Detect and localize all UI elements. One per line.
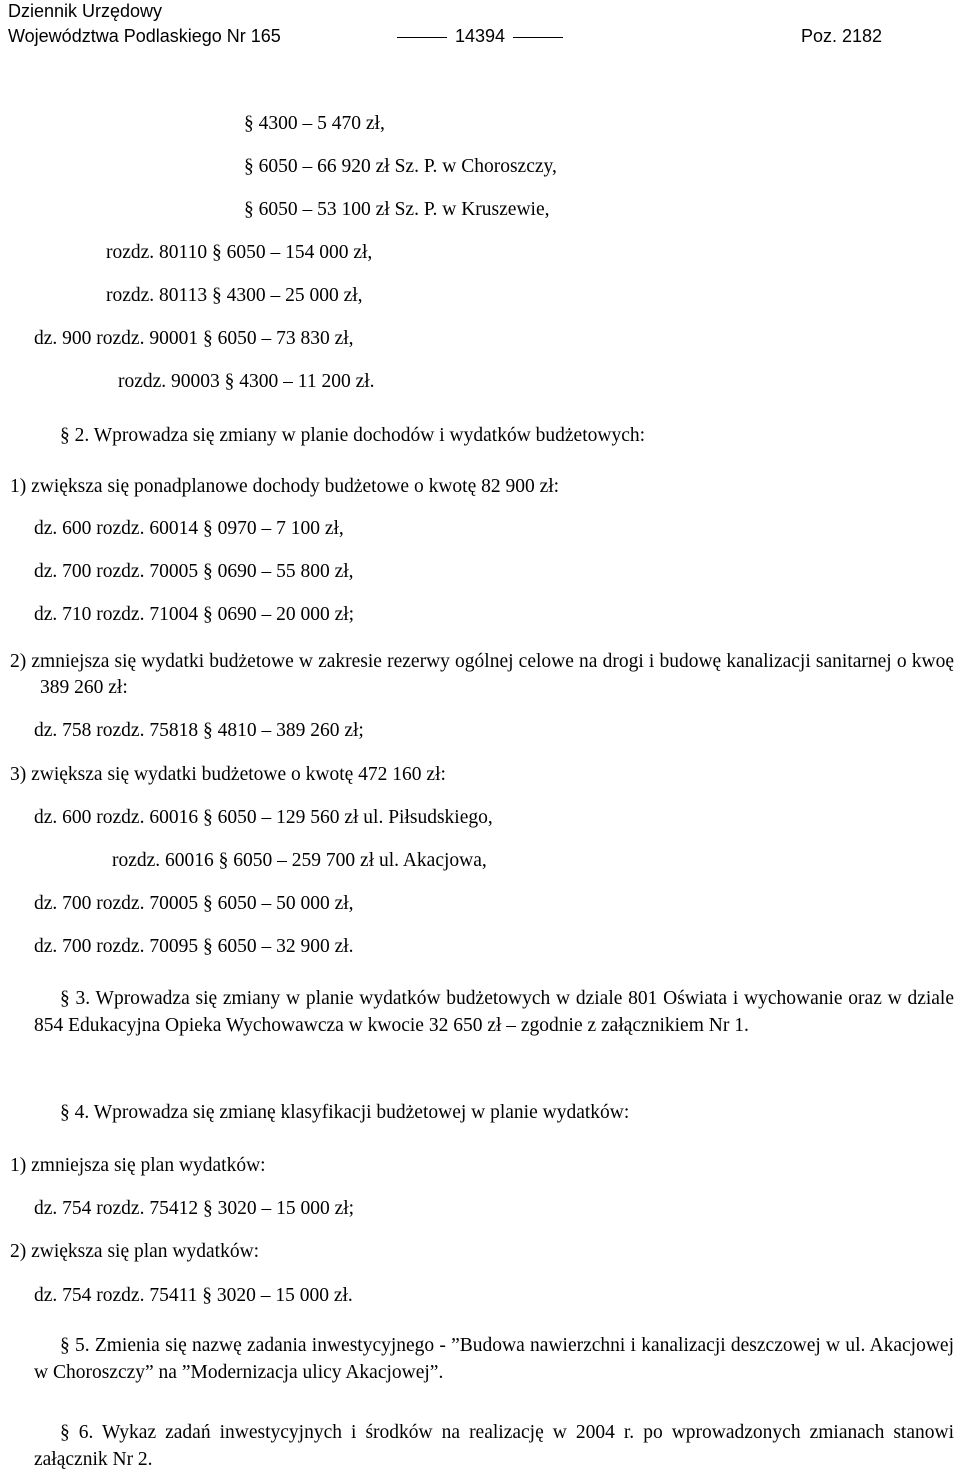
text-line: dz. 700 rozdz. 70095 § 6050 – 32 900 zł. [34,936,354,957]
position-number: Poz. 2182 [800,26,882,46]
text-line: dz. 700 rozdz. 70005 § 0690 – 55 800 zł, [34,561,354,582]
journal-subtitle: Województwa Podlaskiego Nr 165 [8,26,281,46]
text-line: rozdz. 80110 § 6050 – 154 000 zł, [106,242,373,263]
section-4-heading: § 4. Wprowadza się zmianę klasyfikacji budżetowej w planie wydatków: [60,1102,630,1123]
text-line: § 6050 – 66 920 zł Sz. P. w Choroszczy, [244,156,557,177]
list-item-2: 2) zmniejsza się wydatki budżetowe w zakresie rezerwy ogólnej celowe na drogi i budowę kanalizacji sanitarnej o kwoę 389 260 zł: [10,651,954,698]
text-line: dz. 600 rozdz. 60016 § 6050 – 129 560 zł ul. Piłsudskiego, [34,807,493,828]
text-line: dz. 754 rozdz. 75411 § 3020 – 15 000 zł. [34,1285,353,1306]
list-item: 1) zmniejsza się plan wydatków: [10,1155,266,1176]
section-5: § 5. Zmienia się nazwę zadania inwestycyjnego - ”Budowa nawierzchni i kanalizacji deszczowej w ul. Akacjowej w Choroszczy” na ”Modernizacja ulicy Akacjowej”. [34,1335,954,1383]
section-3: § 3. Wprowadza się zmiany w planie wydatków budżetowych w dziale 801 Oświata i wychowanie oraz w dziale 854 Edukacyjna Opieka Wychowawcza w kwocie 32 650 zł – zgodnie z załącznikiem Nr 1. [34,988,954,1036]
journal-title: Dziennik Urzędowy [8,1,163,21]
text-line: dz. 600 rozdz. 60014 § 0970 – 7 100 zł, [34,518,344,539]
text-line: § 6050 – 53 100 zł Sz. P. w Kruszewie, [244,199,550,220]
section-6: § 6. Wykaz zadań inwestycyjnych i środków na realizację w 2004 r. po wprowadzonych zmianach stanowi załącznik Nr 2. [34,1422,954,1470]
text-line: dz. 754 rozdz. 75412 § 3020 – 15 000 zł; [34,1198,355,1219]
list-item: 3) zwiększa się wydatki budżetowe o kwotę 472 160 zł: [10,764,446,785]
left-dash [397,37,447,38]
text-line: rozdz. 90003 § 4300 – 11 200 zł. [118,371,375,392]
list-item: 1) zwiększa się ponadplanowe dochody budżetowe o kwotę 82 900 zł: [10,476,560,497]
text-line: rozdz. 80113 § 4300 – 25 000 zł, [106,285,363,306]
text-line: § 4300 – 5 470 zł, [244,113,385,134]
text-line: dz. 700 rozdz. 70005 § 6050 – 50 000 zł, [34,893,354,914]
right-dash [513,37,563,38]
list-item: 2) zwiększa się plan wydatków: [10,1241,260,1262]
text-line: dz. 710 rozdz. 71004 § 0690 – 20 000 zł; [34,604,355,625]
text-line: dz. 900 rozdz. 90001 § 6050 – 73 830 zł, [34,328,354,349]
section-2-heading: § 2. Wprowadza się zmiany w planie dochodów i wydatków budżetowych: [60,425,646,446]
page-number: 14394 [454,26,506,46]
text-line: dz. 758 rozdz. 75818 § 4810 – 389 260 zł; [34,720,364,741]
text-line: rozdz. 60016 § 6050 – 259 700 zł ul. Akacjowa, [112,850,487,871]
